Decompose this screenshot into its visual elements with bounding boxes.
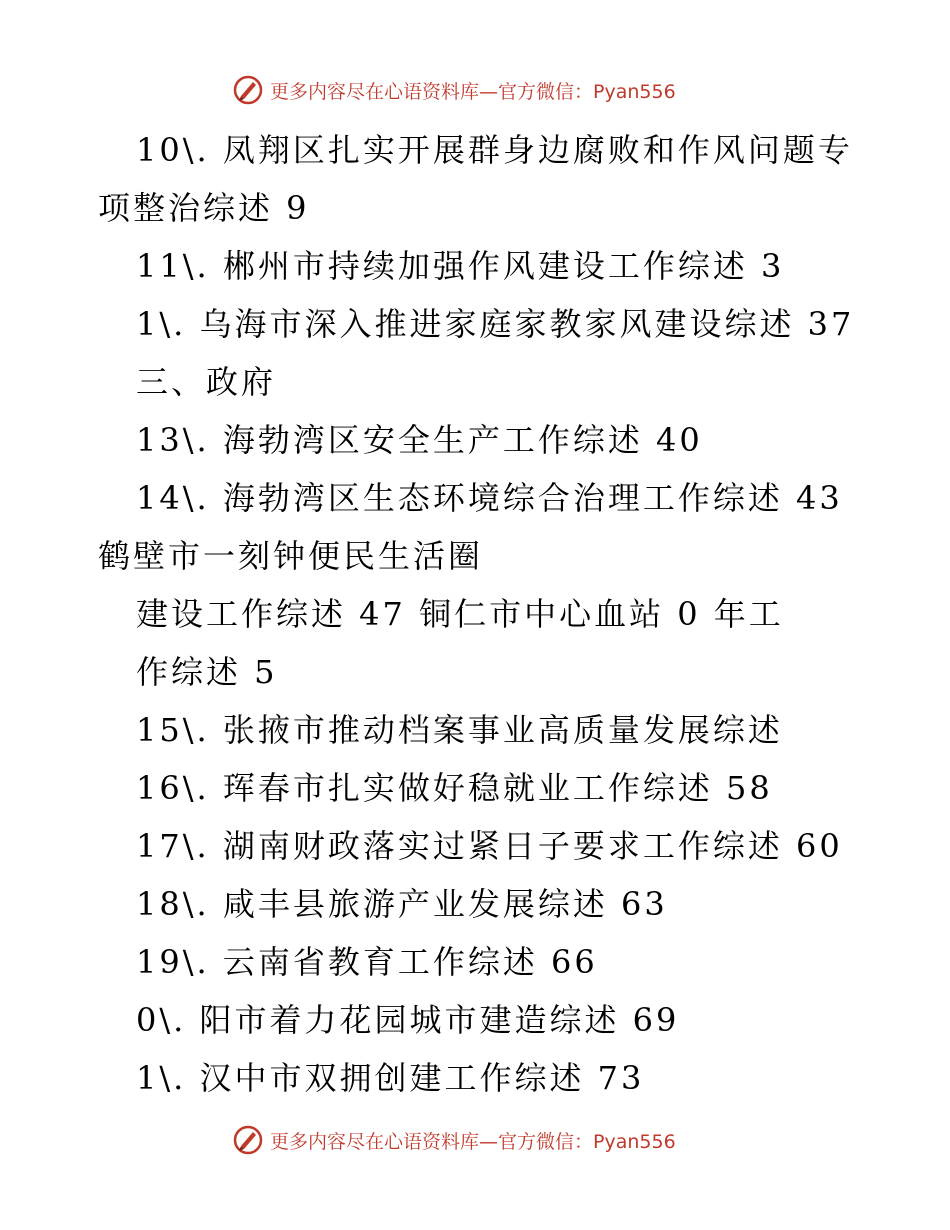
toc-line: 17\. 湖南财政落实过紧日子要求工作综述 60 [136, 827, 843, 865]
toc-line: 19\. 云南省教育工作综述 66 [136, 943, 598, 981]
watermark-text: 更多内容尽在心语资料库—官方微信：Pyan556 [270, 1130, 676, 1153]
toc-line: 项整治综述 9 [98, 189, 310, 227]
footer-watermark [232, 1124, 676, 1156]
section-heading: 三、政府 [136, 363, 277, 401]
toc-line: 11\. 郴州市持续加强作风建设工作综述 3 [136, 247, 785, 285]
toc-line: 14\. 海勃湾区生态环境综合治理工作综述 43 [136, 479, 843, 517]
toc-line: 10\. 凤翔区扎实开展群身边腐败和作风问题专 [136, 131, 853, 169]
toc-line: 作综述 5 [136, 653, 278, 691]
toc-line: 13\. 海勃湾区安全生产工作综述 40 [136, 421, 703, 459]
toc-line: 15\. 张掖市推动档案事业高质量发展综述 [136, 711, 783, 749]
watermark-text: 更多内容尽在心语资料库—官方微信：Pyan556 [270, 80, 676, 103]
toc-line: 1\. 乌海市深入推进家庭家教家风建设综述 37 [136, 305, 855, 343]
toc-line: 1\. 汉中市双拥创建工作综述 73 [136, 1059, 645, 1097]
toc-line: 18\. 咸丰县旅游产业发展综述 63 [136, 885, 668, 923]
toc-line: 建设工作综述 47 铜仁市中心血站 0 年工 [136, 595, 784, 633]
toc-line: 0\. 阳市着力花园城市建造综述 69 [136, 1001, 680, 1039]
toc-line: 鹤壁市一刻钟便民生活圈 [98, 537, 484, 575]
pen-logo-icon [232, 1124, 264, 1156]
toc-line: 16\. 珲春市扎实做好稳就业工作综述 58 [136, 769, 773, 807]
